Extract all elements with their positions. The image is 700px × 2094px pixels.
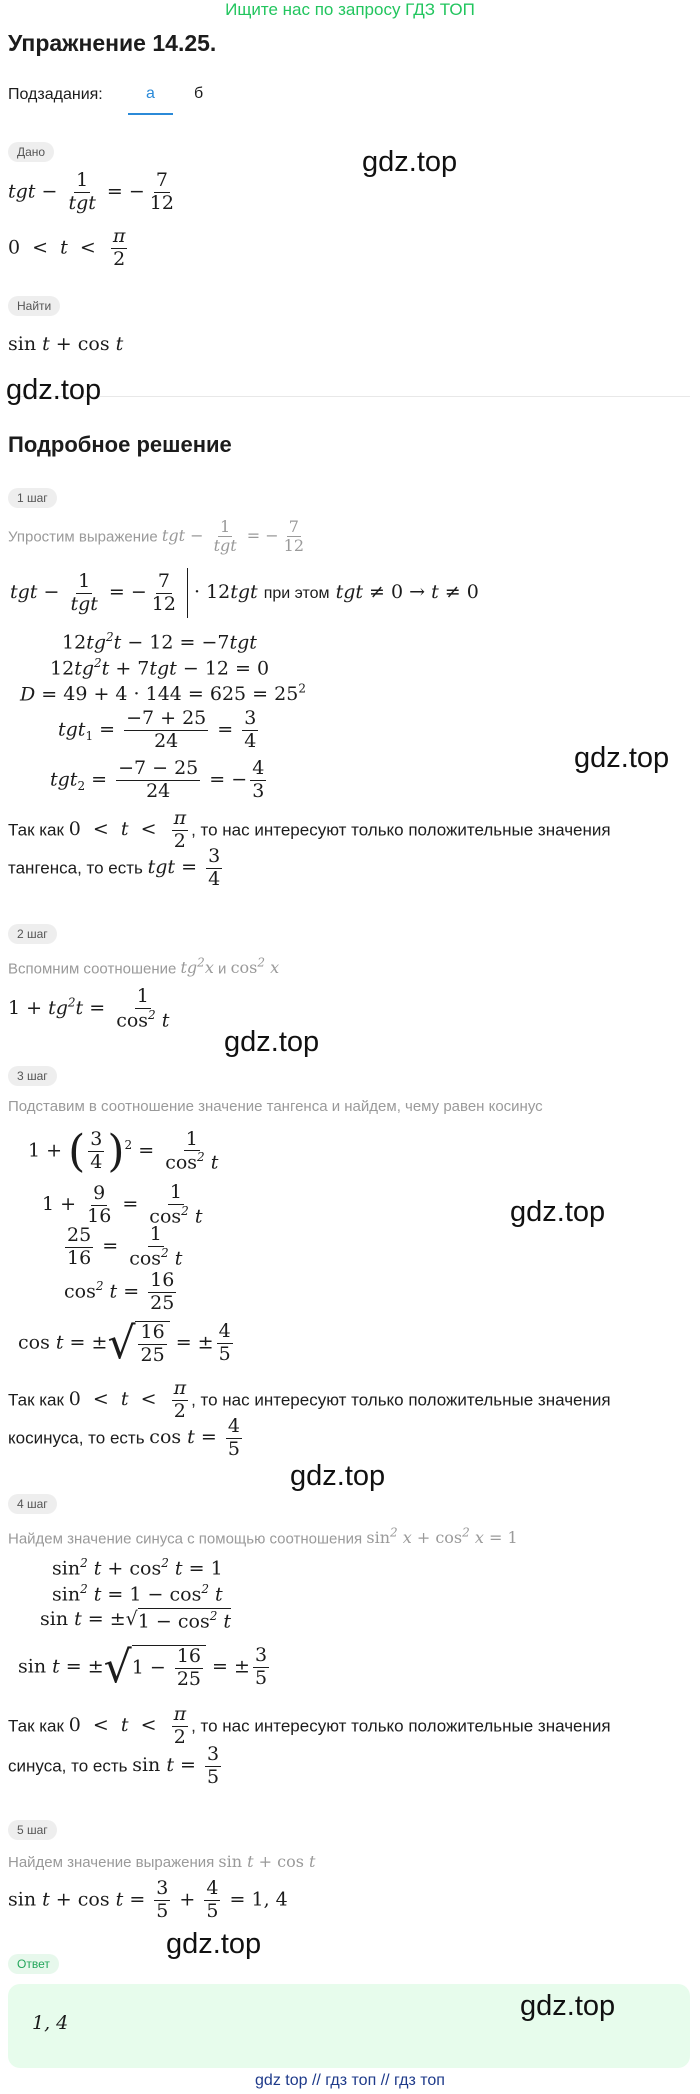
tab-a[interactable]: а — [146, 85, 155, 102]
step-4-line-1: $\sin^2 t + \cos^2 t = 1$ — [52, 1556, 223, 1580]
step-1-concl-a: Так как — [8, 820, 64, 840]
step-4-line-4: sin t = ±√1 − $\frac{16}{25}$ = ± $\frac{3}{5}$ — [18, 1642, 268, 1693]
solution-title: Подробное решение — [8, 432, 232, 457]
step-1-line-1: $12tg^2t - 12 = -7tgt$ — [62, 630, 257, 654]
step-4-badge: 4 шаг — [8, 1494, 57, 1514]
tab-b[interactable]: б — [194, 85, 204, 102]
step-5-intro: Найдем значение выражения sin t + cos t — [8, 1852, 316, 1871]
step-1-intro-text: Упростим выражение — [8, 528, 158, 546]
step-1-root-2: tgt$_2$ = $\frac{-7 - 25}{24}$ = − $\frac{4}{3}$ — [50, 757, 265, 802]
step-1-badge: 1 шаг — [8, 488, 57, 508]
footer-links[interactable]: gdz top // гдз топ // гдз топ — [255, 2072, 445, 2089]
step-1-note: при этом — [263, 585, 330, 602]
step-3-line-3: $\frac{25}{16}$ = $\frac{1}{\cos^2 t}$ — [67, 1223, 183, 1270]
watermark: gdz.top — [166, 1928, 262, 1960]
top-banner[interactable]: Ищите нас по запросу ГДЗ ТОП — [225, 0, 475, 19]
given-badge: Дано — [8, 142, 54, 162]
step-4-concl-2: синуса, то есть — [8, 1756, 128, 1776]
watermark: gdz.top — [510, 1196, 606, 1228]
page-title: Упражнение 14.25. — [8, 30, 217, 56]
step-1-equation: tgt − $\frac{1}{\text{tgt}}$ = − $\frac{7}{12}$ · 12tgt при этом tgt ≠ 0 → t ≠ 0 — [10, 568, 479, 618]
divider — [8, 396, 690, 397]
watermark: gdz.top — [520, 1990, 616, 2022]
watermark: gdz.top — [362, 146, 458, 178]
step-2-identity: $1 + tg^2t$ = $\frac{1}{\cos^2 t}$ — [8, 985, 170, 1032]
step-1-concl-b: , то нас интересуют только положительные значения — [191, 820, 611, 840]
step-3-badge: 3 шаг — [8, 1066, 57, 1086]
find-expression: sin t + cos t — [8, 333, 124, 355]
step-1-concl-2: тангенса, то есть — [8, 858, 143, 878]
step-4-conclusion-1: Так как 0 < t < $\frac{\pi}{2}$ , то нас интересуют только положительные значения — [8, 1703, 611, 1748]
step-4-concl-a: Так как — [8, 1716, 64, 1736]
step-3-concl-2: косинуса, то есть — [8, 1428, 145, 1448]
answer-badge: Ответ — [8, 1954, 59, 1974]
step-4-concl-b: , то нас интересуют только положительные значения — [191, 1716, 611, 1736]
find-badge: Найти — [8, 296, 60, 316]
step-1-root-1: tgt$_1$ = $\frac{-7 + 25}{24}$ = $\frac{3}{4}$ — [58, 707, 257, 752]
active-tab-indicator — [128, 113, 173, 115]
step-5-intro-text: Найдем значение выражения — [8, 1854, 215, 1871]
step-4-line-3: $\sin t = \pm√1 - \cos^2 t$ — [40, 1608, 232, 1633]
step-3-concl-b: , то нас интересуют только положительные значения — [191, 1390, 611, 1410]
step-3-conclusion-1: Так как 0 < t < $\frac{\pi}{2}$ , то нас интересуют только положительные значения — [8, 1377, 611, 1422]
step-4-intro-text: Найдем значение синуса с помощью соотношения — [8, 1530, 363, 1548]
step-3-conclusion-2: косинуса, то есть cos t = $\frac{4}{5}$ — [8, 1415, 240, 1460]
step-4-intro: Найдем значение синуса с помощью соотношения $\sin^2 x + \cos^2 x = 1$ — [8, 1526, 518, 1548]
step-1-conclusion-1: Так как 0 < t < $\frac{\pi}{2}$ , то нас интересуют только положительные значения — [8, 807, 611, 852]
step-2-and: и — [218, 960, 227, 978]
step-4-line-2: $\sin^2 t = 1 - \cos^2 t$ — [52, 1582, 223, 1606]
step-1-line-2: $12tg^2t + 7tgt - 12 = 0$ — [50, 656, 270, 680]
step-1-conclusion-2: тангенса, то есть tgt = $\frac{3}{4}$ — [8, 845, 221, 890]
step-3-line-5: cos t = ±√ $\frac{16}{25}$ = ± $\frac{4}{5}$ — [18, 1318, 231, 1369]
step-5-badge: 5 шаг — [8, 1820, 57, 1840]
watermark: gdz.top — [574, 742, 670, 774]
step-2-badge: 2 шаг — [8, 924, 57, 944]
step-1-intro: Упростим выражение tgt − $\frac{1}{\text{tgt}}$ = − $\frac{7}{12}$ — [8, 517, 305, 556]
given-equation: tgt − $\frac{1}{\text{tgt}}$ = − $\frac{7}{12}$ — [8, 169, 174, 214]
step-1-discriminant: $D = 49 + 4 \cdot 144 = 625 = 25^2$ — [20, 682, 306, 706]
step-4-conclusion-2: синуса, то есть sin t = $\frac{3}{5}$ — [8, 1743, 220, 1788]
step-3-line-2: 1 + $\frac{9}{16}$ = $\frac{1}{\cos^2 t}$ — [42, 1181, 203, 1228]
answer-value: 1, 4 — [32, 2012, 69, 2034]
watermark: gdz.top — [6, 374, 102, 406]
step-3-intro: Подставим в соотношение значение тангенса и найдем, чему равен косинус — [8, 1098, 543, 1115]
given-interval: 0 < t < $\frac{\pi}{2}$ — [8, 225, 126, 270]
step-3-line-4: $\cos^2 t$ = $\frac{16}{25}$ — [64, 1269, 175, 1314]
watermark: gdz.top — [224, 1026, 320, 1058]
watermark: gdz.top — [290, 1460, 386, 1492]
subtasks-label: Подзадания: — [8, 86, 103, 103]
step-5-result: sin t + cos t = $\frac{3}{5}$ + $\frac{4}{5}$ = 1, 4 — [8, 1877, 288, 1922]
step-3-concl-a: Так как — [8, 1390, 64, 1410]
step-2-intro-text: Вспомним соотношение — [8, 960, 177, 978]
step-2-intro: Вспомним соотношение $tg^2x$ и $\cos^2 x$ — [8, 956, 280, 978]
step-3-line-1: 1 + ( $\frac{3}{4}$ )$^2$ = $\frac{1}{\cos^2 t}$ — [28, 1126, 219, 1177]
